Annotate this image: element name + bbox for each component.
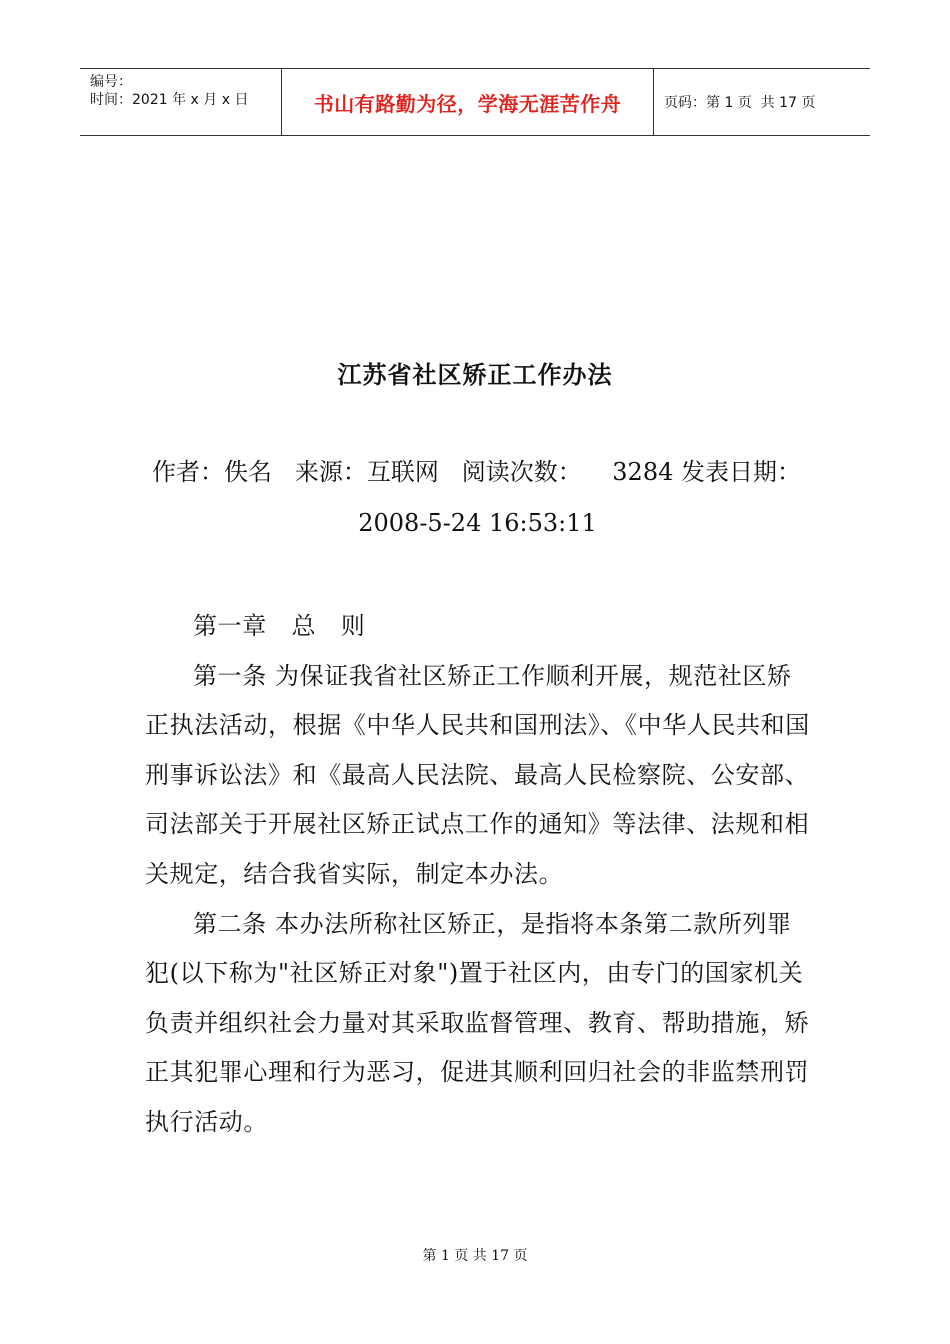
motto-text: 书山有路勤为径，学海无涯苦作舟 [313,91,622,116]
meta-line-author-source: 作者：佚名 来源：互联网 阅读次数： 3284 发表日期： [152,458,801,486]
header-middle-cell [282,69,654,135]
document-body [145,602,810,1148]
article-paragraph-2: 第二条 本办法所称社区矫正，是指将本条第二款所列罪犯(以下称为"社区矫正对象")置于社区内，由专门的国家机关负责并组织社会力量对其采取监督管理、教育、帮助措施，矫正其犯罪心理和行为恶习，促进其顺利回归社会的非监禁刑罚执行活动。 [145,909,810,1136]
header-left-cell [80,69,282,135]
article-paragraph-1: 第一条 为保证我省社区矫正工作顺利开展，规范社区矫正执法活动，根据《中华人民共和国刑法》、《中华人民共和国刑事诉讼法》和《最高人民法院、最高人民检察院、公安部、司法部关于开展社区矫正试点工作的通知》等法律、法规和相关规定，结合我省实际，制定本办法。 [145,661,810,888]
page-footer: 第 1 页 共 17 页 [422,1248,528,1264]
header-right-cell [654,69,870,135]
chapter-heading: 第一章 总 则 [193,612,366,640]
number-label: 编号： [90,74,132,90]
document-header [80,68,870,136]
page-info: 页码：第 1 页 共 17 页 [664,95,816,111]
meta-line-date: 2008-5-24 16:53:11 [358,509,597,537]
document-title: 江苏省社区矫正工作办法 [337,360,613,389]
time-label: 时间：2021 年 x 月 x 日 [90,92,249,108]
